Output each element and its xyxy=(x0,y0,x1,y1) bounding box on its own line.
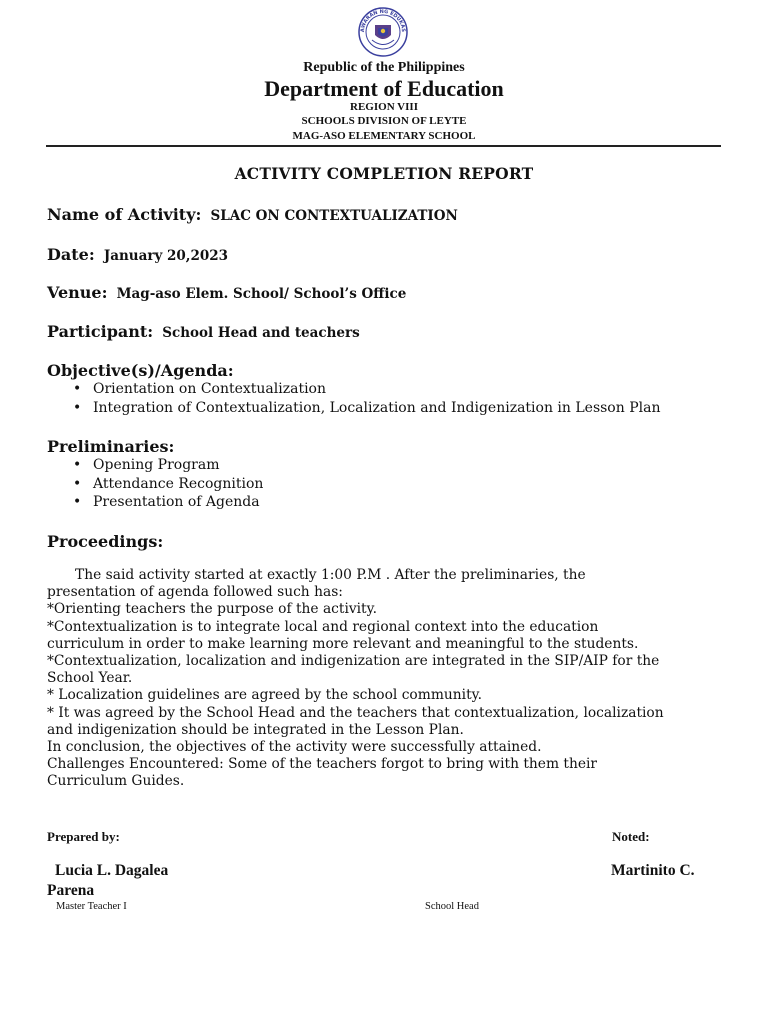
seal-text: AWARAN NG EDUKAS xyxy=(359,8,407,33)
proceedings-item: * It was agreed by the School Head and the teachers that contextualization, localization xyxy=(47,704,664,721)
objectives-heading: Objective(s)/Agenda: xyxy=(47,361,234,380)
preliminary-text: Presentation of Agenda xyxy=(93,494,260,510)
report-title: ACTIVITY COMPLETION REPORT xyxy=(234,164,534,183)
preparer-name: Lucia L. Dagalea xyxy=(55,862,169,879)
proceedings-item: *Contextualization, localization and indigenization are integrated in the SIP/AIP for the xyxy=(47,653,660,670)
bullet-icon: • xyxy=(73,457,82,473)
header-divider xyxy=(46,145,721,147)
proceedings-intro-line-1: The said activity started at exactly 1:00 P.M . After the preliminaries, the xyxy=(75,567,586,583)
preliminary-text: Opening Program xyxy=(93,457,220,473)
letterhead-republic: Republic of the Philippines xyxy=(303,60,465,75)
bullet-icon: • xyxy=(73,381,82,397)
field-venue-value: Mag-aso Elem. School/ School’s Office xyxy=(116,286,407,302)
letterhead-region: REGION VIII xyxy=(350,101,418,113)
list-item xyxy=(70,380,750,399)
list-item xyxy=(70,475,750,494)
objective-text: Integration of Contextualization, Localization and Indigenization in Lesson Plan xyxy=(93,399,661,416)
preparer-position: Master Teacher I xyxy=(56,901,127,912)
letterhead-division: SCHOOLS DIVISION OF LEYTE xyxy=(301,115,467,127)
field-participant-value: School Head and teachers xyxy=(162,325,360,341)
deped-seal-logo xyxy=(358,7,408,57)
proceedings-intro-line-2: presentation of agenda followed such has: xyxy=(47,584,343,601)
noted-position: School Head xyxy=(425,901,479,912)
bullet-icon: • xyxy=(73,399,82,416)
preliminaries-heading: Preliminaries: xyxy=(47,437,175,456)
list-item xyxy=(70,493,750,512)
proceedings-item-continued: School Year. xyxy=(47,670,133,687)
field-participant xyxy=(47,322,360,341)
letterhead-school: MAG-ASO ELEMENTARY SCHOOL xyxy=(292,130,476,142)
list-item xyxy=(70,399,750,418)
bullet-icon: • xyxy=(73,475,82,492)
proceedings-challenges-continued: Curriculum Guides. xyxy=(47,773,185,790)
preparer-name-continued: Parena xyxy=(47,882,95,899)
letterhead-department: Department of Education xyxy=(264,76,504,101)
objective-text: Orientation on Contextualization xyxy=(93,381,326,397)
proceedings-item-continued: curriculum in order to make learning more relevant and meaningful to the students. xyxy=(47,635,639,652)
noted-name: Martinito C. xyxy=(611,862,695,879)
field-participant-label: Participant: xyxy=(47,322,154,341)
proceedings-body xyxy=(47,567,727,791)
proceedings-item: *Orienting teachers the purpose of the activity. xyxy=(47,601,377,618)
field-activity-label: Name of Activity: xyxy=(47,205,202,224)
field-activity-value: SLAC ON CONTEXTUALIZATION xyxy=(210,208,458,224)
proceedings-item-continued: and indigenization should be integrated in the Lesson Plan. xyxy=(47,721,464,738)
objectives-list xyxy=(70,380,750,417)
proceedings-challenges: Challenges Encountered: Some of the teachers forgot to bring with them their xyxy=(47,756,598,773)
field-date xyxy=(47,245,228,264)
preliminary-text: Attendance Recognition xyxy=(93,475,264,492)
proceedings-heading: Proceedings: xyxy=(47,532,164,551)
proceedings-item: * Localization guidelines are agreed by the school community. xyxy=(47,687,482,704)
bullet-icon: • xyxy=(73,494,82,510)
proceedings-conclusion: In conclusion, the objectives of the activity were successfully attained. xyxy=(47,739,542,756)
field-date-label: Date: xyxy=(47,245,95,264)
field-date-value: January 20,2023 xyxy=(103,248,229,264)
field-venue-label: Venue: xyxy=(47,283,108,302)
prepared-by-label: Prepared by: xyxy=(47,829,120,844)
preliminaries-list xyxy=(70,456,750,512)
proceedings-item: *Contextualization is to integrate local and regional context into the education xyxy=(47,618,599,635)
field-activity xyxy=(47,205,458,224)
noted-label: Noted: xyxy=(612,829,650,844)
field-venue xyxy=(47,283,406,302)
list-item xyxy=(70,456,750,475)
